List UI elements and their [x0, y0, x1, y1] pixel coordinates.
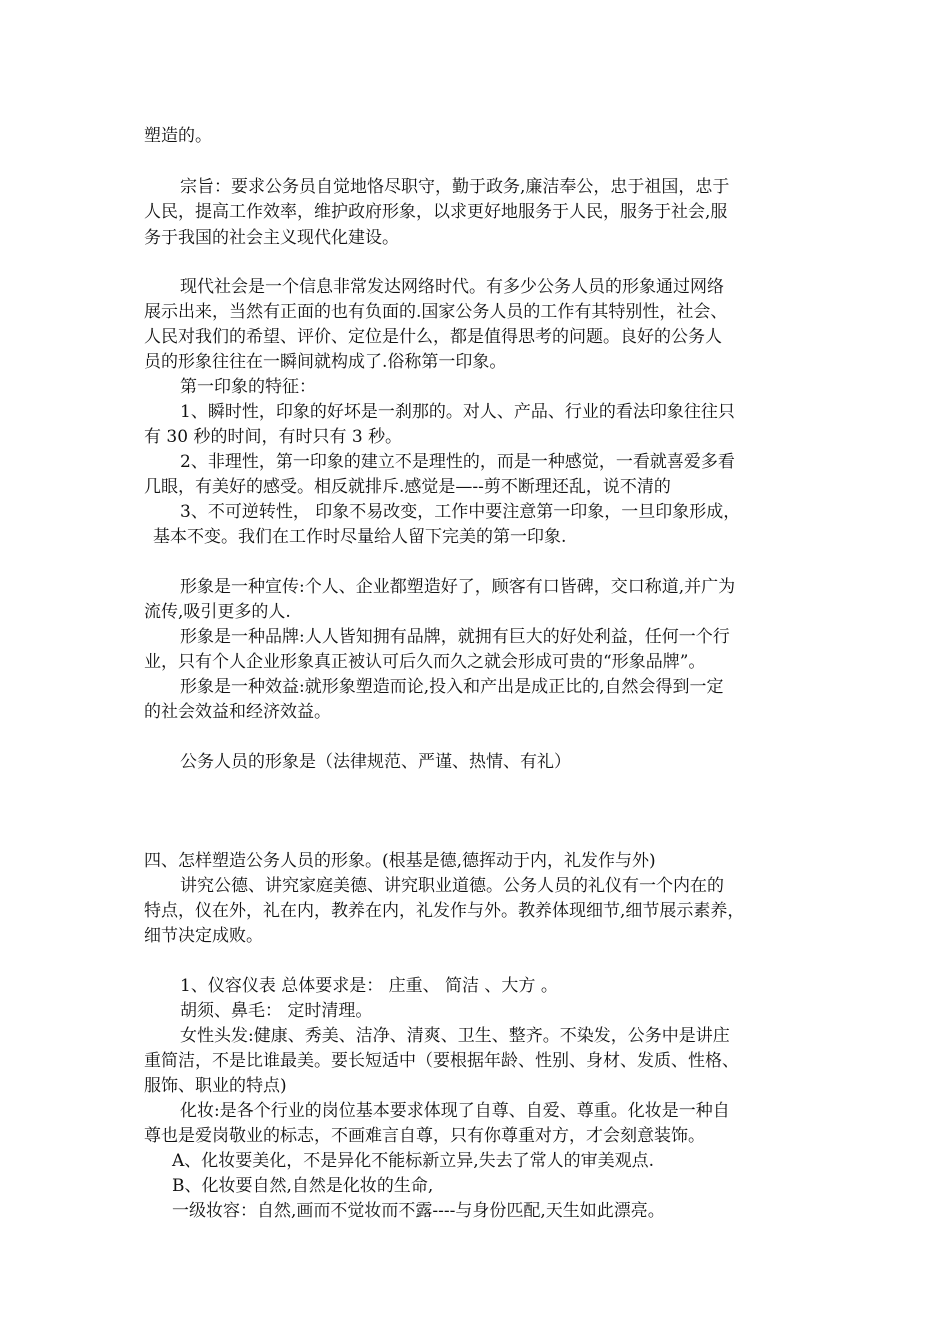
- text-line: 业，只有个人企业形象真正被认可后久而久之就会形成可贵的“形象品牌”。: [144, 652, 706, 672]
- text-line: 讲究公德、讲究家庭美德、讲究职业道德。公务人员的礼仪有一个内在的: [180, 876, 724, 896]
- text-line: 1、瞬时性，印象的好坏是一刹那的。对人、产品、行业的看法印象往往只: [180, 402, 735, 422]
- text-line: 重简洁，不是比谁最美。要长短适中（要根据年龄、性别、身材、发质、性格、: [144, 1051, 739, 1071]
- text-line: 塑造的。: [144, 126, 212, 146]
- text-line: 流传,吸引更多的人.: [144, 602, 291, 622]
- text-line: 尊也是爱岗敬业的标志，不画难言自尊，只有你尊重对方，才会刻意装饰。: [144, 1126, 705, 1146]
- text-line: 服饰、职业的特点): [144, 1076, 287, 1096]
- text-line: 2、非理性，第一印象的建立不是理性的，而是一种感觉，一看就喜爱多看: [180, 452, 735, 472]
- text-line: 有 30 秒的时间，有时只有 3 秒。: [144, 427, 403, 447]
- text-line: 展示出来，当然有正面的也有负面的.国家公务人员的工作有其特别性，社会、: [144, 302, 728, 322]
- text-line: A、化妆要美化，不是异化不能标新立异,失去了常人的审美观点.: [172, 1151, 655, 1171]
- text-line: 人民，提高工作效率，维护政府形象，以求更好地服务于人民，服务于社会,服: [144, 202, 728, 222]
- text-line: 人民对我们的希望、评价、定位是什么，都是值得思考的问题。良好的公务人: [144, 327, 722, 347]
- text-line: 3、不可逆转性， 印象不易改变，工作中要注意第一印象，一旦印象形成，: [180, 502, 741, 522]
- text-line: 现代社会是一个信息非常发达网络时代。有多少公务人员的形象通过网络: [180, 277, 724, 297]
- text-line: 员的形象往往在一瞬间就构成了.俗称第一印象。: [144, 352, 507, 372]
- text-line: 几眼，有美好的感受。相反就排斥.感觉是—--剪不断理还乱，说不清的: [144, 477, 671, 497]
- text-line: 特点，仪在外，礼在内，教养在内，礼发作与外。教养体现细节,细节展示素养，: [144, 901, 745, 921]
- text-line: B、化妆要自然,自然是化妆的生命,: [172, 1176, 434, 1196]
- text-line: 化妆:是各个行业的岗位基本要求体现了自尊、自爱、尊重。化妆是一种自: [180, 1101, 730, 1121]
- text-line: 1、仪容仪表 总体要求是： 庄重、 简洁 、大方 。: [180, 976, 558, 996]
- text-line: 宗旨：要求公务员自觉地恪尽职守，勤于政务,廉洁奉公，忠于祖国，忠于: [180, 177, 730, 197]
- text-line: 胡须、鼻毛： 定时清理。: [180, 1001, 373, 1021]
- text-line: 基本不变。我们在工作时尽量给人留下完美的第一印象.: [153, 527, 567, 547]
- text-line: 务于我国的社会主义现代化建设。: [144, 228, 399, 248]
- text-line: 形象是一种品牌:人人皆知拥有品牌，就拥有巨大的好处利益，任何一个行: [180, 627, 730, 647]
- text-line: 一级妆容：自然,画而不觉妆而不露----与身份匹配,天生如此漂亮。: [172, 1201, 665, 1221]
- text-line: 第一印象的特征：: [180, 377, 316, 397]
- text-line: 的社会效益和经济效益。: [144, 702, 331, 722]
- text-line: 细节决定成败。: [144, 926, 263, 946]
- text-line: 形象是一种宣传:个人、企业都塑造好了，顾客有口皆碑，交口称道,并广为: [180, 577, 736, 597]
- text-line: 形象是一种效益:就形象塑造而论,投入和产出是成正比的,自然会得到一定: [180, 677, 724, 697]
- section-heading: 四、怎样塑造公务人员的形象。(根基是德,德挥动于内，礼发作与外): [144, 851, 656, 871]
- text-line: 女性头发:健康、秀美、洁净、清爽、卫生、整齐。不染发，公务中是讲庄: [180, 1026, 730, 1046]
- text-line: 公务人员的形象是（法律规范、严谨、热情、有礼）: [180, 752, 571, 772]
